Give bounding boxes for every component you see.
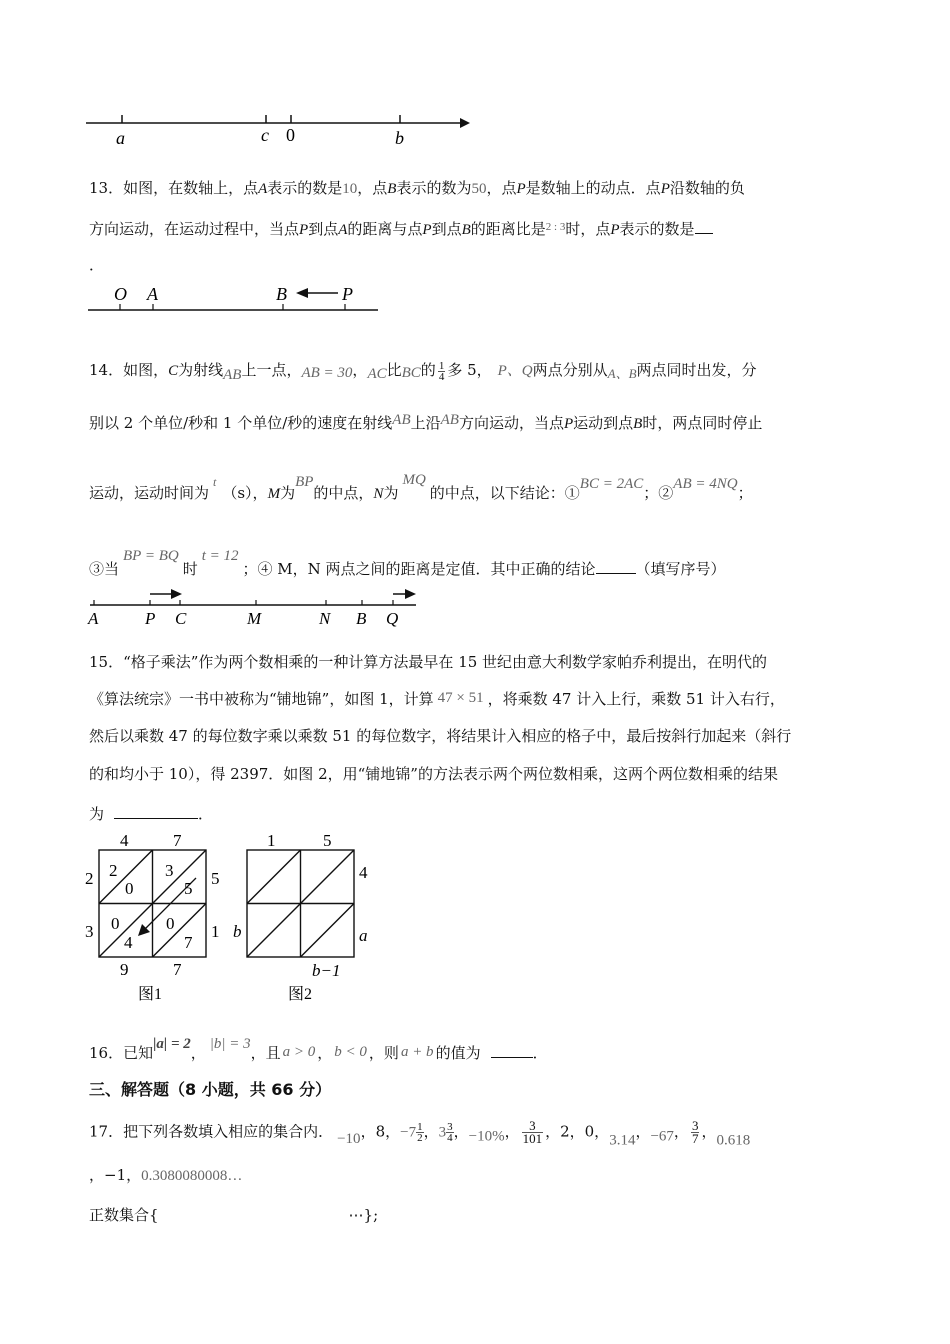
fig2-top-1: 5 xyxy=(323,831,332,850)
fig1-cell-2-lower: 4 xyxy=(124,933,133,952)
fig1-left-1: 3 xyxy=(85,922,94,941)
q14-line2: 别以 2 个单位/秒和 1 个单位/秒的速度在射线AB上沿AB方向运动，当点P运动到点B时，两点同时停止 xyxy=(89,412,763,432)
q15-line4: 的和均小于 10），得 2397．如图 2，用“铺地锦”的方法表示两个两位数相乘，这两个两位数相乘的结果 xyxy=(89,765,778,783)
q16-line: 16．已知|a| = 2， |b| = 3，且 a > 0 ， b < 0 ，则 a + b 的值为 ． xyxy=(89,1036,548,1062)
label-O: O xyxy=(114,284,127,304)
q14-diagram xyxy=(86,586,426,630)
label-b: b xyxy=(395,128,404,148)
fraction-three-three-quarters: $\frac{3}{4}$ xyxy=(447,1121,453,1144)
q17-line3: 正数集合{ ⋯}; xyxy=(89,1206,379,1224)
q14-line3: 运动，运动时间为$^t$（s），M为BP的中点，N为MQ的中点，以下结论：①BC = 2AC；②AB = 4NQ； xyxy=(89,472,753,502)
label-B: B xyxy=(276,284,287,304)
fig1-cell-1-lower: 5 xyxy=(184,879,193,898)
fig2-right-1: a xyxy=(359,926,368,945)
q13-line3: ． xyxy=(89,256,105,274)
fraction-three-sevenths: $\frac{3}{7}$ xyxy=(691,1118,699,1146)
number-line-1 xyxy=(80,108,480,148)
label-c: c xyxy=(261,125,269,145)
fraction-minus-seven-half: $\frac{1}{2}$ xyxy=(417,1121,423,1144)
lattice-figure-1 xyxy=(80,828,230,1008)
fig2-caption: 图2 xyxy=(288,986,313,1003)
fig1-cell-2-upper: 0 xyxy=(111,914,120,933)
fig1-bottom-1: 7 xyxy=(173,960,182,979)
label-a: a xyxy=(116,128,125,148)
q16-answer-blank[interactable] xyxy=(491,1041,533,1058)
fig1-cell-0-lower: 0 xyxy=(125,879,134,898)
positive-set-input[interactable] xyxy=(159,1204,349,1220)
fig1-left-0: 2 xyxy=(85,869,94,888)
q13-answer-blank[interactable] xyxy=(695,217,713,234)
q15-line1: 15．“格子乘法”作为两个数相乘的一种计算方法最早在 15 世纪由意大利数学家帕乔利提出，在明代的 xyxy=(89,653,768,671)
q13-diagram xyxy=(86,280,386,320)
q13-line2: 方向运动，在运动过程中，当点P到点A的距离与点P到点B的距离比是$^{2 : 3}$时，点P表示的数是 xyxy=(89,217,713,240)
fig1-top-1: 7 xyxy=(173,831,182,850)
q14-answer-blank[interactable] xyxy=(596,557,636,574)
label-0: 0 xyxy=(286,125,295,145)
label-A: A xyxy=(147,284,158,304)
label-A: A xyxy=(88,609,99,628)
fig2-right-0: 4 xyxy=(359,863,368,882)
fig1-top-0: 4 xyxy=(120,831,129,850)
q14-line1: 14．如图，C为射线AB上一点，AB = 30，AC比BC的 $\frac{1}{4}$ 多 5， P、Q两点分别从A、B两点同时出发，分 xyxy=(89,359,757,383)
fig1-cell-1-upper: 3 xyxy=(165,861,174,880)
fig2-left: b xyxy=(233,922,242,941)
fraction-three-over-101: $\frac{3}{101}$ xyxy=(522,1118,543,1146)
fig2-bottom: b−1 xyxy=(312,961,341,980)
label-P: P xyxy=(145,609,156,628)
fig1-bottom-0: 9 xyxy=(120,960,129,979)
q13-line1: 13．如图，在数轴上，点A表示的数是10，点B表示的数为50，点P是数轴上的动点．点P沿数轴的负 xyxy=(89,179,745,197)
q14-line4: ③当BP = BQ时t = 12；④ M，N 两点之间的距离是定值．其中正确的结论 （填写序号） xyxy=(89,548,726,578)
label-C: C xyxy=(175,609,187,628)
fig1-right-1: 1 xyxy=(211,922,220,941)
fraction-one-quarter: $\frac{1}{4}$ xyxy=(438,359,445,383)
q17-line2: ，−1，0.3080080008… xyxy=(89,1166,243,1184)
q17-line1: 17．把下列各数填入相应的集合内． −10，8，−7 $\frac{1}{2}$ ，3 $\frac{3}{4}$ ，−10%， $\frac{3}{101}$ ，2，0，3.14，−67， $\frac{3}{7}$ ，0.618 xyxy=(89,1118,751,1149)
q15-answer-blank[interactable] xyxy=(114,802,198,819)
q15-line3: 然后以乘数 47 的每位数字乘以乘数 51 的每位数字，将结果计入相应的格子中，最后按斜行加起来（斜行 xyxy=(89,727,792,745)
label-B: B xyxy=(356,609,367,628)
fig2-top-0: 1 xyxy=(267,831,276,850)
label-P: P xyxy=(342,284,353,304)
fig1-cell-0-upper: 2 xyxy=(109,861,118,880)
label-N: N xyxy=(319,609,331,628)
fig1-caption: 图1 xyxy=(138,986,163,1003)
q15-line5: 为 ． xyxy=(89,802,213,824)
fig1-cell-3-upper: 0 xyxy=(166,914,175,933)
q15-line2: 《算法统宗》一书中被称为“铺地锦”，如图 1，计算 47 × 51 ，将乘数 47 计入上行，乘数 51 计入右行， xyxy=(89,690,785,708)
fig1-right-0: 5 xyxy=(211,869,220,888)
label-Q: Q xyxy=(386,609,399,628)
lattice-figure-2 xyxy=(230,828,390,1008)
section-3-heading: 三、解答题（8 小题，共 66 分） xyxy=(89,1080,332,1099)
label-M: M xyxy=(247,609,262,628)
fig1-cell-3-lower: 7 xyxy=(184,933,193,952)
